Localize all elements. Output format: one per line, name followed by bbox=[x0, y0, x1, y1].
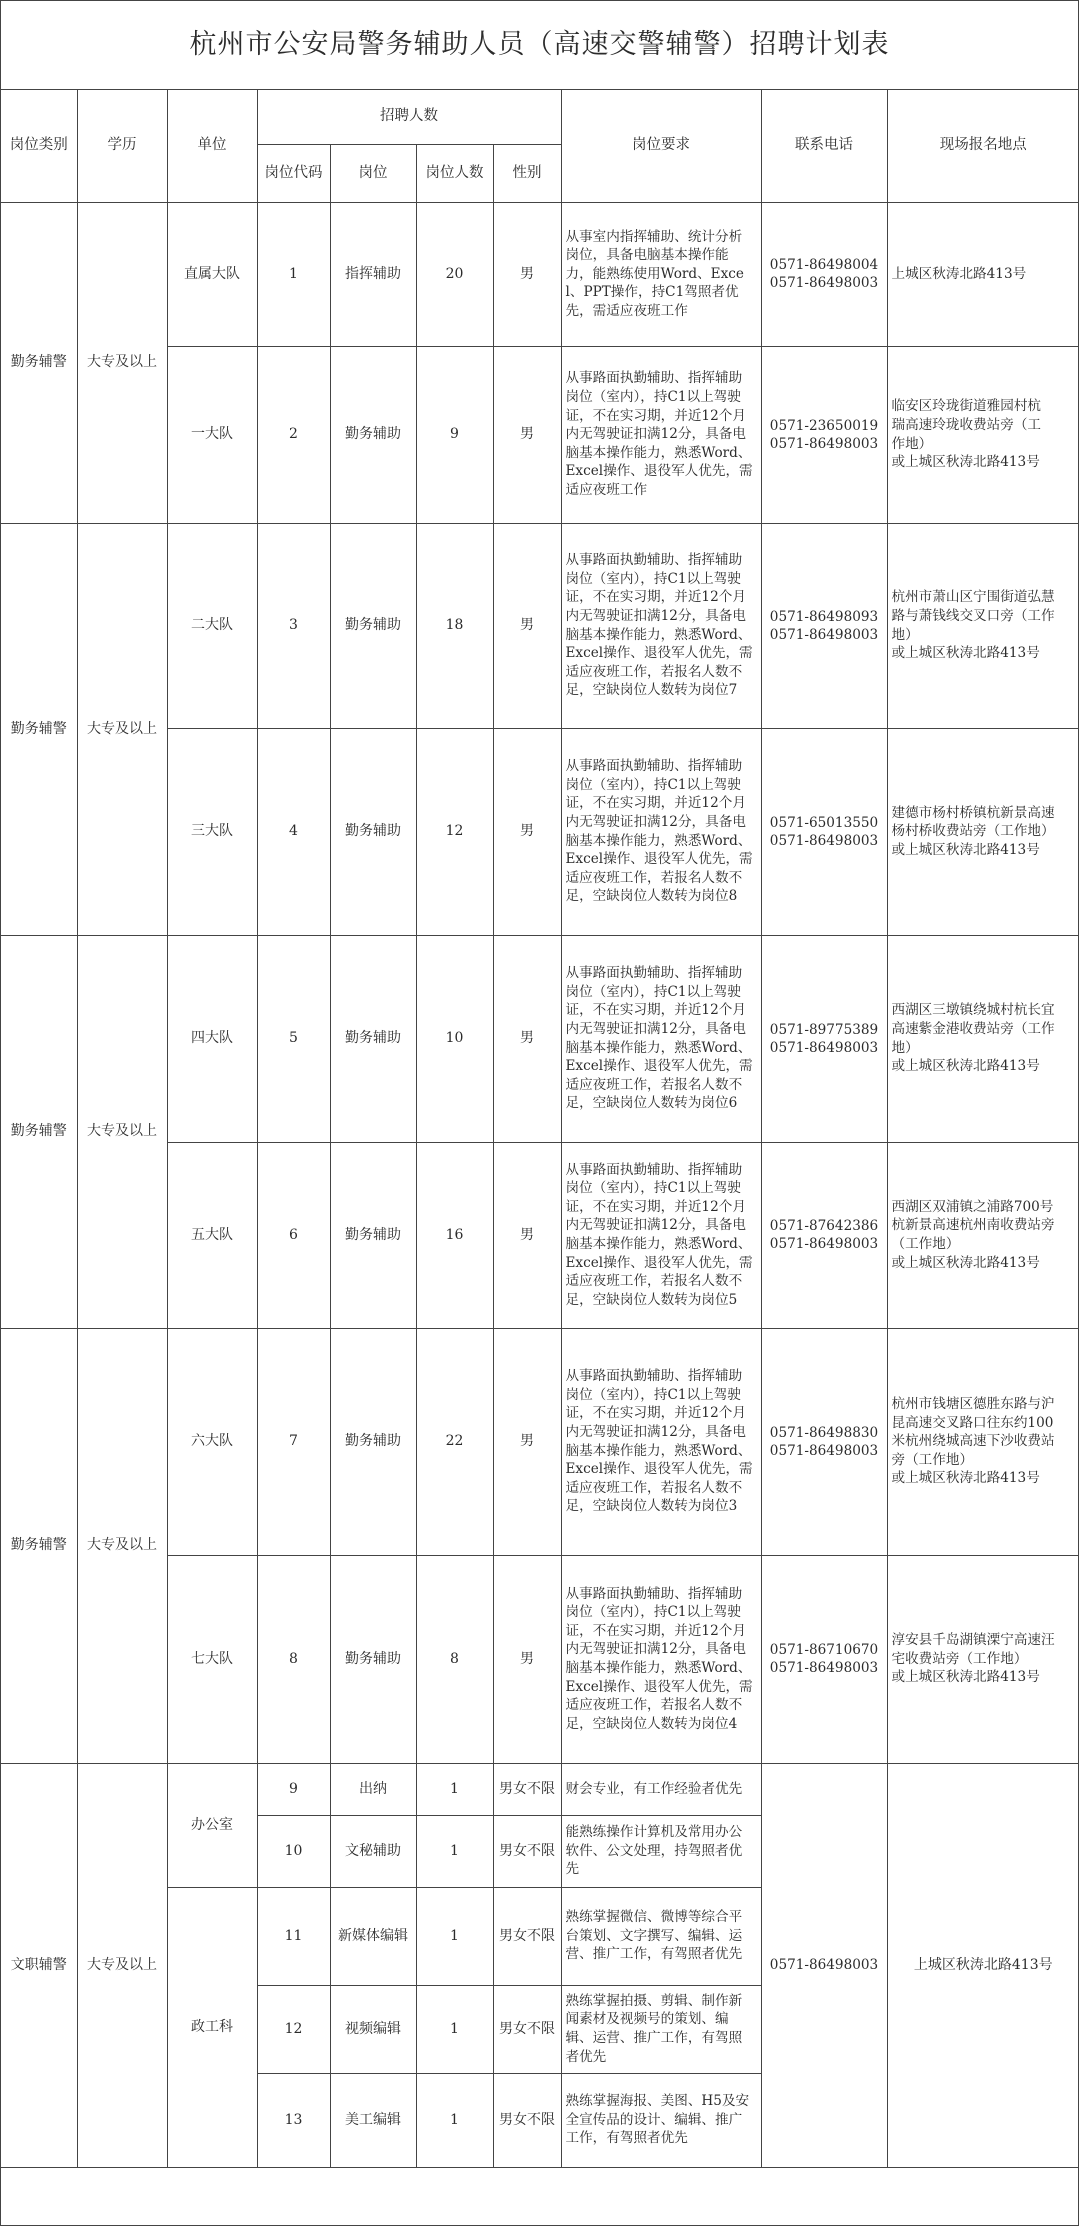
location-cell bbox=[887, 1142, 1079, 1328]
phone-cell bbox=[761, 1142, 887, 1328]
gender-cell: 男女不限 bbox=[493, 2073, 561, 2167]
post-code-cell: 1 bbox=[257, 202, 330, 346]
cell-line: 西湖区双浦镇之浦路700号 bbox=[891, 1198, 1054, 1215]
cell-line: 淳安县千岛湖镇溧宁高速汪 bbox=[891, 1632, 1055, 1649]
header-requirements: 岗位要求 bbox=[561, 90, 761, 202]
cell-line: 0571-86498003 bbox=[769, 435, 879, 452]
requirements-cell: 熟练掌握海报、美图、H5及安全宣传品的设计、编辑、推广工作，有驾照者优先 bbox=[561, 2073, 761, 2167]
post-code-cell: 5 bbox=[257, 935, 330, 1142]
header-unit: 单位 bbox=[167, 90, 257, 202]
unit-cell: 六大队 bbox=[167, 1328, 257, 1555]
cell-line: 0571-86498003 bbox=[769, 275, 879, 291]
header-gender: 性别 bbox=[493, 144, 561, 202]
phone-cell bbox=[761, 346, 887, 523]
post-count-cell: 1 bbox=[416, 1887, 493, 1985]
cell-line: 0571-65013550 bbox=[769, 814, 879, 831]
cell-line: 0571-86498003 bbox=[769, 1039, 879, 1056]
table-row bbox=[1, 202, 1079, 346]
document-title: 杭州市公安局警务辅助人员（高速交警辅警）招聘计划表 bbox=[1, 1, 1078, 90]
post-code-cell: 13 bbox=[257, 2073, 330, 2167]
cell-line: 0571-87642386 bbox=[769, 1218, 879, 1234]
post-count-cell: 12 bbox=[416, 728, 493, 935]
post-cell: 勤务辅助 bbox=[330, 935, 416, 1142]
location-cell bbox=[887, 202, 1079, 346]
category-cell: 勤务辅警 bbox=[1, 523, 77, 935]
post-code-cell: 7 bbox=[257, 1328, 330, 1555]
header-location: 现场报名地点 bbox=[887, 90, 1079, 202]
cell-line: 或上城区秋涛北路413号 bbox=[891, 1058, 1040, 1075]
gender-cell: 男女不限 bbox=[493, 1985, 561, 2073]
post-code-cell: 3 bbox=[257, 523, 330, 728]
requirements-cell: 从事路面执勤辅助、指挥辅助岗位（室内），持C1以上驾驶证，不在实习期，并近12个月内无驾驶证扣满12分，具备电脑基本操作能力，熟悉Word、Excel操作、退役军人优先，需适应夜班工作，若报名人数不足，空缺岗位人数转为岗位6 bbox=[561, 935, 761, 1142]
unit-cell: 一大队 bbox=[167, 346, 257, 523]
cell-line: 作地） bbox=[891, 435, 933, 452]
post-cell: 勤务辅助 bbox=[330, 523, 416, 728]
header-phone: 联系电话 bbox=[761, 90, 887, 202]
table-row bbox=[1, 935, 1079, 1142]
location-cell bbox=[887, 523, 1079, 728]
post-cell: 出纳 bbox=[330, 1763, 416, 1815]
post-count-cell: 1 bbox=[416, 1985, 493, 2073]
phone-cell bbox=[761, 935, 887, 1142]
gender-cell: 男 bbox=[493, 202, 561, 346]
cell-line: 昆高速交叉路口往东约100 bbox=[891, 1414, 1054, 1431]
cell-line: 上城区秋涛北路413号 bbox=[891, 265, 1027, 282]
header-category: 岗位类别 bbox=[1, 90, 77, 202]
cell-line: 0571-86710670 bbox=[769, 1642, 879, 1658]
post-cell: 勤务辅助 bbox=[330, 728, 416, 935]
cell-line: 杨村桥收费站旁（工作地） bbox=[891, 823, 1055, 840]
post-code-cell: 9 bbox=[257, 1763, 330, 1815]
requirements-cell: 从事路面执勤辅助、指挥辅助岗位（室内），持C1以上驾驶证，不在实习期，并近12个月内无驾驶证扣满12分，具备电脑基本操作能力，熟悉Word、Excel操作、退役军人优先，需适应夜班工作 bbox=[561, 346, 761, 523]
phone-cell bbox=[761, 1328, 887, 1555]
table-row bbox=[1, 523, 1079, 728]
post-cell: 指挥辅助 bbox=[330, 202, 416, 346]
post-cell: 文秘辅助 bbox=[330, 1815, 416, 1887]
location-cell: 上城区秋涛北路413号 bbox=[887, 1763, 1079, 2167]
cell-line: 建德市杨村桥镇杭新景高速 bbox=[891, 804, 1055, 821]
cell-line: 0571-89775389 bbox=[769, 1021, 879, 1038]
requirements-cell: 从事路面执勤辅助、指挥辅助岗位（室内），持C1以上驾驶证，不在实习期，并近12个月内无驾驶证扣满12分，具备电脑基本操作能力，熟悉Word、Excel操作、退役军人优先，需适应夜班工作，若报名人数不足，空缺岗位人数转为岗位4 bbox=[561, 1555, 761, 1763]
cell-line: 或上城区秋涛北路413号 bbox=[891, 1254, 1040, 1271]
post-code-cell: 10 bbox=[257, 1815, 330, 1887]
location-cell bbox=[887, 935, 1079, 1142]
cell-line: 路与萧钱线交叉口旁（工作 bbox=[891, 607, 1055, 624]
requirements-cell: 熟练掌握拍摄、剪辑、制作新闻素材及视频号的策划、编辑、运营、推广工作，有驾照者优先 bbox=[561, 1985, 761, 2073]
cell-line: 瑞高速玲珑收费站旁（工 bbox=[891, 416, 1042, 433]
education-cell: 大专及以上 bbox=[77, 935, 167, 1328]
post-code-cell: 12 bbox=[257, 1985, 330, 2073]
category-cell: 勤务辅警 bbox=[1, 202, 77, 523]
post-count-cell: 9 bbox=[416, 346, 493, 523]
header-post-count: 岗位人数 bbox=[416, 144, 493, 202]
unit-cell: 办公室 bbox=[167, 1763, 257, 1887]
post-count-cell: 1 bbox=[416, 1815, 493, 1887]
gender-cell: 男女不限 bbox=[493, 1815, 561, 1887]
post-code-cell: 4 bbox=[257, 728, 330, 935]
gender-cell: 男 bbox=[493, 1142, 561, 1328]
post-cell: 勤务辅助 bbox=[330, 1328, 416, 1555]
location-cell bbox=[887, 728, 1079, 935]
cell-line: 杭州市萧山区宁围街道弘慧 bbox=[891, 589, 1055, 606]
cell-line: 西湖区三墩镇绕城村杭长宜 bbox=[891, 1002, 1055, 1019]
cell-line: 或上城区秋涛北路413号 bbox=[891, 841, 1040, 858]
cell-line: 或上城区秋涛北路413号 bbox=[891, 454, 1040, 471]
cell-line: 0571-86498003 bbox=[769, 1660, 879, 1676]
post-code-cell: 8 bbox=[257, 1555, 330, 1763]
cell-line: 或上城区秋涛北路413号 bbox=[891, 1669, 1040, 1686]
requirements-cell: 从事路面执勤辅助、指挥辅助岗位（室内），持C1以上驾驶证，不在实习期，并近12个月内无驾驶证扣满12分，具备电脑基本操作能力，熟悉Word、Excel操作、退役军人优先，需适应夜班工作，若报名人数不足，空缺岗位人数转为岗位5 bbox=[561, 1142, 761, 1328]
requirements-cell: 财会专业，有工作经验者优先 bbox=[561, 1763, 761, 1815]
education-cell: 大专及以上 bbox=[77, 202, 167, 523]
header-post: 岗位 bbox=[330, 144, 416, 202]
category-cell: 勤务辅警 bbox=[1, 935, 77, 1328]
unit-cell: 四大队 bbox=[167, 935, 257, 1142]
location-cell bbox=[887, 1328, 1079, 1555]
cell-line: 0571-86498003 bbox=[769, 1236, 879, 1252]
header-post-code: 岗位代码 bbox=[257, 144, 330, 202]
education-cell: 大专及以上 bbox=[77, 1328, 167, 1763]
post-count-cell: 22 bbox=[416, 1328, 493, 1555]
phone-cell: 0571-86498003 bbox=[761, 1763, 887, 2167]
post-cell: 勤务辅助 bbox=[330, 1555, 416, 1763]
requirements-cell: 从事路面执勤辅助、指挥辅助岗位（室内），持C1以上驾驶证，不在实习期，并近12个月内无驾驶证扣满12分，具备电脑基本操作能力，熟悉Word、Excel操作、退役军人优先，需适应夜班工作，若报名人数不足，空缺岗位人数转为岗位8 bbox=[561, 728, 761, 935]
gender-cell: 男女不限 bbox=[493, 1763, 561, 1815]
cell-line: 地） bbox=[891, 1039, 919, 1056]
cell-line: 0571-86498830 bbox=[769, 1424, 879, 1441]
cell-line: 地） bbox=[891, 626, 919, 643]
requirements-cell: 从事路面执勤辅助、指挥辅助岗位（室内），持C1以上驾驶证，不在实习期，并近12个月内无驾驶证扣满12分，具备电脑基本操作能力，熟悉Word、Excel操作、退役军人优先，需适应夜班工作，若报名人数不足，空缺岗位人数转为岗位3 bbox=[561, 1328, 761, 1555]
gender-cell: 男 bbox=[493, 935, 561, 1142]
category-cell: 勤务辅警 bbox=[1, 1328, 77, 1763]
gender-cell: 男 bbox=[493, 1328, 561, 1555]
gender-cell: 男 bbox=[493, 1555, 561, 1763]
phone-cell bbox=[761, 1555, 887, 1763]
cell-line: 0571-86498003 bbox=[769, 626, 879, 643]
phone-cell bbox=[761, 202, 887, 346]
cell-line: 米杭州绕城高速下沙收费站 bbox=[891, 1433, 1055, 1450]
unit-cell: 三大队 bbox=[167, 728, 257, 935]
unit-cell: 七大队 bbox=[167, 1555, 257, 1763]
post-cell: 新媒体编辑 bbox=[330, 1887, 416, 1985]
cell-line: 杭新景高速杭州南收费站旁 bbox=[891, 1217, 1055, 1234]
cell-line: 高速紫金港收费站旁（工作 bbox=[891, 1020, 1055, 1037]
cell-line: 杭州市钱塘区德胜东路与沪 bbox=[891, 1396, 1055, 1413]
unit-cell: 五大队 bbox=[167, 1142, 257, 1328]
education-cell: 大专及以上 bbox=[77, 1763, 167, 2167]
table-row bbox=[1, 1763, 1079, 1815]
cell-line: 0571-86498093 bbox=[769, 608, 879, 625]
header-recruit-group: 招聘人数 bbox=[257, 90, 561, 144]
post-count-cell: 18 bbox=[416, 523, 493, 728]
cell-line: （工作地） bbox=[891, 1236, 960, 1252]
gender-cell: 男 bbox=[493, 346, 561, 523]
post-count-cell: 16 bbox=[416, 1142, 493, 1328]
unit-cell: 直属大队 bbox=[167, 202, 257, 346]
requirements-cell: 从事室内指挥辅助、统计分析岗位，具备电脑基本操作能力，能熟练使用Word、Excel、PPT操作，持C1驾照者优先，需适应夜班工作 bbox=[561, 202, 761, 346]
gender-cell: 男 bbox=[493, 523, 561, 728]
location-cell bbox=[887, 346, 1079, 523]
requirements-cell: 熟练掌握微信、微博等综合平台策划、文字撰写、编辑、运营、推广工作，有驾照者优先 bbox=[561, 1887, 761, 1985]
unit-cell: 二大队 bbox=[167, 523, 257, 728]
table-row bbox=[1, 1328, 1079, 1555]
post-count-cell: 1 bbox=[416, 2073, 493, 2167]
category-cell: 文职辅警 bbox=[1, 1763, 77, 2167]
cell-line: 0571-86498004 bbox=[769, 257, 879, 273]
post-cell: 勤务辅助 bbox=[330, 1142, 416, 1328]
cell-line: 或上城区秋涛北路413号 bbox=[891, 645, 1040, 662]
cell-line: 宅收费站旁（工作地） bbox=[891, 1650, 1028, 1667]
recruitment-plan-table bbox=[1, 90, 1079, 2168]
post-code-cell: 11 bbox=[257, 1887, 330, 1985]
phone-cell bbox=[761, 523, 887, 728]
header-row-1 bbox=[1, 90, 1079, 144]
location-cell bbox=[887, 1555, 1079, 1763]
cell-line: 旁（工作地） bbox=[891, 1451, 974, 1468]
gender-cell: 男女不限 bbox=[493, 1887, 561, 1985]
post-count-cell: 1 bbox=[416, 1763, 493, 1815]
cell-line: 或上城区秋涛北路413号 bbox=[891, 1470, 1040, 1487]
post-code-cell: 2 bbox=[257, 346, 330, 523]
cell-line: 0571-23650019 bbox=[769, 417, 879, 434]
post-cell: 视频编辑 bbox=[330, 1985, 416, 2073]
post-cell: 勤务辅助 bbox=[330, 346, 416, 523]
post-cell: 美工编辑 bbox=[330, 2073, 416, 2167]
header-education: 学历 bbox=[77, 90, 167, 202]
post-count-cell: 8 bbox=[416, 1555, 493, 1763]
unit-cell: 政工科 bbox=[167, 1887, 257, 2167]
requirements-cell: 能熟练操作计算机及常用办公软件、公文处理，持驾照者优先 bbox=[561, 1815, 761, 1887]
education-cell: 大专及以上 bbox=[77, 523, 167, 935]
post-count-cell: 20 bbox=[416, 202, 493, 346]
cell-line: 0571-86498003 bbox=[769, 832, 879, 849]
post-count-cell: 10 bbox=[416, 935, 493, 1142]
phone-cell bbox=[761, 728, 887, 935]
post-code-cell: 6 bbox=[257, 1142, 330, 1328]
cell-line: 0571-86498003 bbox=[769, 1442, 879, 1459]
requirements-cell: 从事路面执勤辅助、指挥辅助岗位（室内），持C1以上驾驶证，不在实习期，并近12个月内无驾驶证扣满12分，具备电脑基本操作能力，熟悉Word、Excel操作、退役军人优先，需适应夜班工作，若报名人数不足，空缺岗位人数转为岗位7 bbox=[561, 523, 761, 728]
cell-line: 临安区玲珑街道雅园村杭 bbox=[891, 398, 1042, 415]
gender-cell: 男 bbox=[493, 728, 561, 935]
